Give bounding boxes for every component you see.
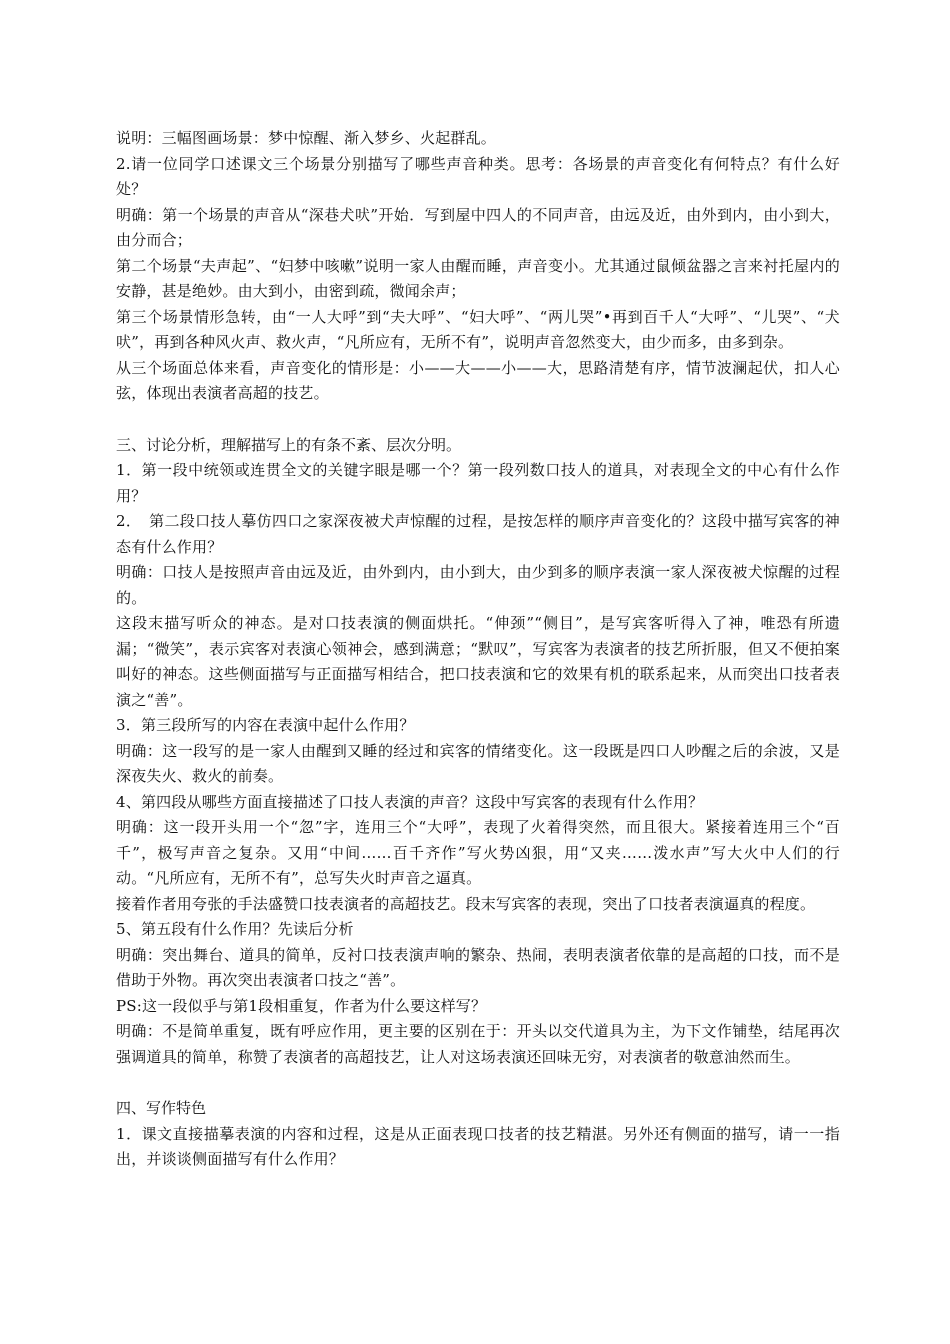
paragraph-question-2: 2.请一位同学口述课文三个场景分别描写了哪些声音种类。思考：各场景的声音变化有何特点？有什么好处？	[116, 154, 840, 198]
section-3-question-2: 2． 第二段口技人摹仿四口之家深夜被犬声惊醒的过程，是按怎样的顺序声音变化的？这段中描写宾客的神态有什么作用？	[116, 512, 840, 556]
section-3-question-3: 3．第三段所写的内容在表演中起什么作用？	[116, 716, 415, 734]
paragraph-overall: 从三个场面总体来看，声音变化的情形是：小——大——小——大，思路清楚有序，情节波澜起伏，扣人心弦，体现出表演者高超的技艺。	[116, 358, 840, 402]
section-3-answer-4-cont: 接着作者用夸张的手法盛赞口技表演者的高超技艺。段末写宾客的表现，突出了口技者表演逼真的程度。	[116, 894, 816, 913]
section-3-answer-4: 明确：这一段开头用一个“忽”字，连用三个“大呼”，表现了火着得突然，而且很大。紧接着连用三个“百千”，极写声音之复杂。又用“中间……百千齐作”写火势凶狠，用“又夹……泼水声”写大火中人们的行动。“凡所应有，无所不有”，总写失火时声音之逼真。	[116, 818, 840, 887]
paragraph-answer-scene-1: 明确：第一个场景的声音从“深巷犬吠”开始．写到屋中四人的不同声音，由远及近，由外到内，由小到大，由分而合；	[116, 205, 840, 249]
section-3-question-4: 4、第四段从哪些方面直接描述了口技人表演的声音？这段中写宾客的表现有什么作用？	[116, 792, 704, 811]
paragraph-scene-2: 第二个场景“夫声起”、“妇梦中咳嗽”说明一家人由醒而睡，声音变小。尤其通过鼠倾盆器之言来衬托屋内的安静，甚是绝妙。由大到小，由密到疏，微闻余声；	[116, 256, 840, 300]
section-3-answer-2: 明确：口技人是按照声音由远及近，由外到内，由小到大，由少到多的顺序表演一家人深夜被犬惊醒的过程的。	[116, 563, 840, 607]
section-3-audience-analysis: 这段末描写听众的神态。是对口技表演的侧面烘托。“伸颈”“侧目”，是写宾客听得入了神，唯恐有所遗漏；“微笑”，表示宾客对表演心领神会，感到满意；“默叹”，写宾客为表演者的技艺所折服，但又不便拍案叫好的神态。这些侧面描写与正面描写相结合，把口技表演和它的效果有机的联系起来，从而突出口技者表演之“善”。	[116, 614, 840, 709]
section-4-question-1: 1．课文直接描摹表演的内容和过程，这是从正面表现口技者的技艺精湛。另外还有侧面的描写，请一一指出，并谈谈侧面描写有什么作用？	[116, 1124, 840, 1168]
section-4-heading: 四、写作特色	[116, 1099, 207, 1117]
section-3-ps-answer: 明确：不是简单重复，既有呼应作用，更主要的区别在于：开头以交代道具为主，为下文作铺垫，结尾再次强调道具的简单，称赞了表演者的高超技艺，让人对这场表演还回味无穷，对表演者的敬意油然而生。	[116, 1022, 840, 1066]
section-3-answer-5: 明确：突出舞台、道具的简单，反衬口技表演声响的繁杂、热闹，表明表演者依靠的是高超的口技，而不是借助于外物。再次突出表演者口技之“善”。	[116, 945, 840, 989]
section-3-answer-3: 明确：这一段写的是一家人由醒到又睡的经过和宾客的情绪变化。这一段既是四口人吵醒之后的余波，又是深夜失火、救火的前奏。	[116, 741, 840, 785]
paragraph-scenes-note: 说明：三幅图画场景：梦中惊醒、渐入梦乡、火起群乱。	[116, 129, 497, 147]
spacer	[116, 407, 840, 433]
paragraph-scene-3: 第三个场景情形急转，由“一人大呼”到“夫大呼”、“妇大呼”、“两儿哭”•再到百千人“大呼”、“儿哭”、“犬吠”，再到各种风火声、救火声，“凡所应有，无所不有”，说明声音忽然变大，由少而多，由多到杂。	[116, 307, 840, 351]
section-3-question-1: 1．第一段中统领或连贯全文的关键字眼是哪一个？第一段列数口技人的道具，对表现全文的中心有什么作用？	[116, 461, 840, 505]
spacer	[116, 1070, 840, 1096]
section-3-ps-question: PS:这一段似乎与第1段相重复，作者为什么要这样写？	[116, 996, 487, 1015]
section-3-question-5: 5、第五段有什么作用？先读后分析	[116, 920, 354, 938]
section-3-heading: 三、讨论分析，理解描写上的有条不紊、层次分明。	[116, 435, 462, 454]
document-body	[116, 126, 840, 1173]
